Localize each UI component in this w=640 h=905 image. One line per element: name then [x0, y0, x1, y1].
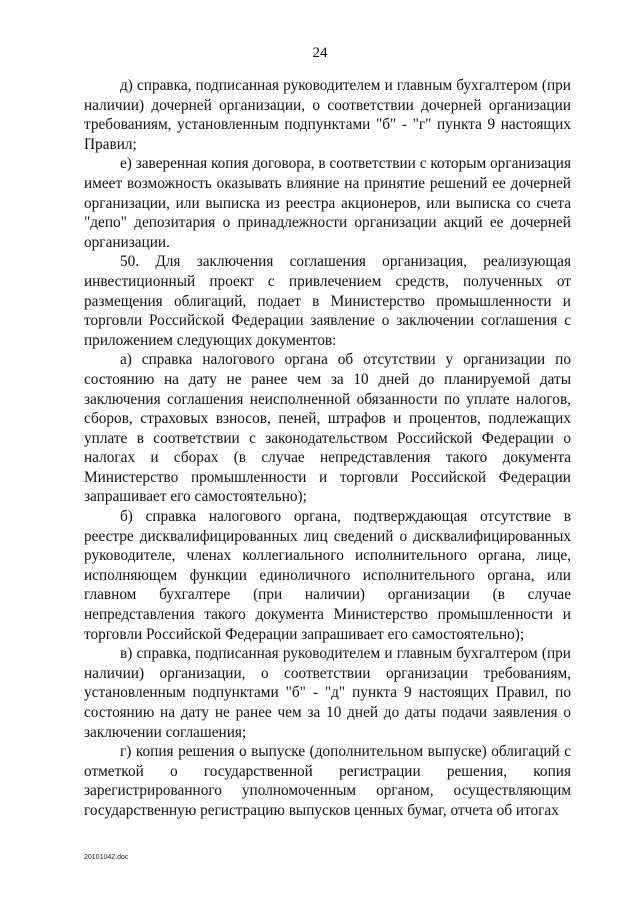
- file-name-footer: 20101042.doc: [84, 854, 129, 861]
- page-number: 24: [312, 45, 328, 61]
- paragraph-g: г) копия решения о выпуске (дополнительном выпуске) облигаций с отметкой о государственной регистрации решения, копия зарегистрированного уполномоченным органом, осуществляющим государственную регистрацию выпусков ценных бумаг, отчета об итогах: [84, 743, 571, 819]
- document-body: [84, 76, 571, 821]
- paragraph-d: д) справка, подписанная руководителем и главным бухгалтером (при наличии) дочерней организации, о соответствии дочерней организации требованиям, установленным подпунктами "б" - "г" пункта 9 настоящих Правил;: [84, 77, 571, 153]
- paragraph-50: 50. Для заключения соглашения организация, реализующая инвестиционный проект с привлечением средств, полученных от размещения облигаций, подает в Министерство промышленности и торговли Российской Федерации заявление о заключении соглашения с приложением следующих документов:: [84, 253, 571, 349]
- paragraph-a: а) справка налогового органа об отсутствии у организации по состоянию на дату не ранее чем за 10 дней до планируемой даты заключения соглашения неисполненной обязанности по уплате налогов, сборов, страховых взносов, пеней, штрафов и процентов, подлежащих уплате в соответствии с законодательством Российской Федерации о налогах и сборах (в случае непредставления такого документа Министерство промышленности и торговли Российской Федерации запрашивает его самостоятельно);: [84, 351, 571, 506]
- paragraph-b: б) справка налогового органа, подтверждающая отсутствие в реестре дисквалифицированных лиц сведений о дисквалифицированных руководителе, членах коллегиального исполнительного органа, лице, исполняющем функции единоличного исполнительного органа, или главном бухгалтере (при наличии) организации (в случае непредставления такого документа Министерство промышленности и торговли Российской Федерации запрашивает его самостоятельно);: [84, 508, 571, 643]
- paragraph-e: е) заверенная копия договора, в соответствии с которым организация имеет возможность оказывать влияние на принятие решений ее дочерней организации, или выписка из реестра акционеров, или выписка со счета "депо" депозитария о принадлежности организации акций ее дочерней организации.: [84, 155, 571, 251]
- paragraph-v: в) справка, подписанная руководителем и главным бухгалтером (при наличии) организации, о соответствии организации требованиям, установленным подпунктами "б" - "д" пункта 9 настоящих Правил, по состоянию на дату не ранее чем за 10 дней до даты подачи заявления о заключении соглашения;: [84, 645, 571, 741]
